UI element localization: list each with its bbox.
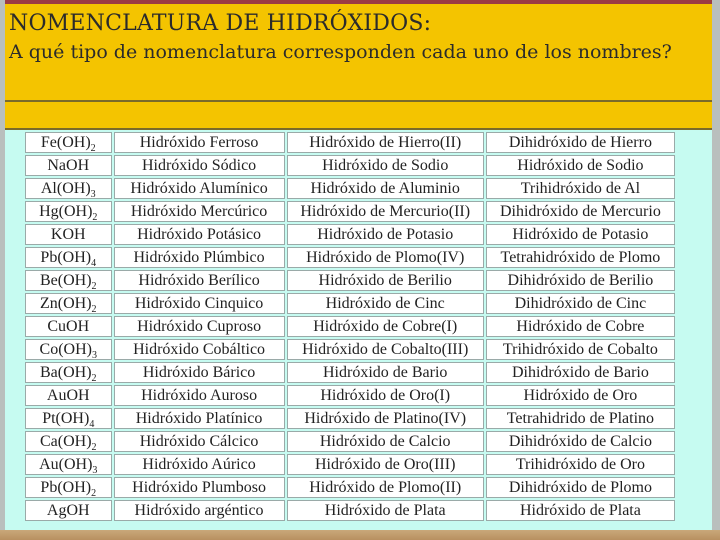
hydroxide-nomenclature-table [23,130,677,523]
table-body [25,132,675,521]
traditional-name-cell: Hidróxido Plúmbico [114,247,285,268]
formula-base: CuOH [47,317,90,335]
formula-subscript: 2 [91,280,97,291]
table-row [25,500,675,521]
frame-bottom-border [0,530,720,540]
traditional-name-cell: Hidróxido Auroso [114,385,285,406]
formula-base: Pt(OH) [42,409,90,427]
stock-name-cell: Hidróxido de Cinc [287,293,484,314]
traditional-name-cell: Hidróxido Alumínico [114,178,285,199]
stock-name-cell: Hidróxido de Hierro(II) [287,132,484,153]
page-subtitle: A qué tipo de nomenclatura corresponden cada uno de los nombres? [9,41,672,63]
table-row [25,454,675,475]
systematic-name-cell: Hidróxido de Potasio [486,224,675,245]
formula-subscript: 4 [91,257,97,268]
formula-cell [25,431,112,452]
table-row [25,477,675,498]
systematic-name-cell: Dihidróxido de Berilio [486,270,675,291]
formula-cell [25,178,112,199]
formula-base: Be(OH) [39,271,92,289]
formula-cell [25,201,112,222]
formula-subscript: 2 [90,142,96,153]
traditional-name-cell: Hidróxido Platínico [114,408,285,429]
slide-header [5,4,712,102]
systematic-name-cell: Trihidróxido de Oro [486,454,675,475]
formula-base: KOH [50,225,86,243]
formula-base: Ba(OH) [39,363,92,381]
stock-name-cell: Hidróxido de Plomo(IV) [287,247,484,268]
traditional-name-cell: Hidróxido Potásico [114,224,285,245]
formula-base: Pb(OH) [40,478,92,496]
formula-cell [25,224,112,245]
traditional-name-cell: Hidróxido Cobáltico [114,339,285,360]
formula-cell [25,339,112,360]
formula-base: Al(OH) [40,179,91,197]
formula-cell [25,155,112,176]
formula-cell [25,247,112,268]
formula-base: NaOH [47,156,90,174]
table-row [25,247,675,268]
traditional-name-cell: Hidróxido Ferroso [114,132,285,153]
formula-subscript: 4 [89,418,95,429]
table-row [25,408,675,429]
table-row [25,132,675,153]
stock-name-cell: Hidróxido de Aluminio [287,178,484,199]
table-row [25,293,675,314]
traditional-name-cell: Hidróxido Plumboso [114,477,285,498]
formula-cell [25,270,112,291]
stock-name-cell: Hidróxido de Oro(III) [287,454,484,475]
stock-name-cell: Hidróxido de Berilio [287,270,484,291]
frame-right-border [712,0,720,540]
table-row [25,178,675,199]
systematic-name-cell: Dihidróxido de Mercurio [486,201,675,222]
systematic-name-cell: Hidróxido de Oro [486,385,675,406]
formula-base: Co(OH) [39,340,92,358]
systematic-name-cell: Hidróxido de Sodio [486,155,675,176]
stock-name-cell: Hidróxido de Sodio [287,155,484,176]
stock-name-cell: Hidróxido de Oro(I) [287,385,484,406]
formula-cell [25,362,112,383]
table-row [25,270,675,291]
header-band [5,102,712,130]
formula-subscript: 3 [90,188,96,199]
table-row [25,431,675,452]
systematic-name-cell: Dihidróxido de Cinc [486,293,675,314]
systematic-name-cell: Dihidróxido de Bario [486,362,675,383]
stock-name-cell: Hidróxido de Calcio [287,431,484,452]
systematic-name-cell: Dihidróxido de Calcio [486,431,675,452]
stock-name-cell: Hidróxido de Cobalto(III) [287,339,484,360]
stock-name-cell: Hidróxido de Plomo(II) [287,477,484,498]
table-row [25,224,675,245]
traditional-name-cell: Hidróxido Cálcico [114,431,285,452]
table-row [25,362,675,383]
stock-name-cell: Hidróxido de Mercurio(II) [287,201,484,222]
stock-name-cell: Hidróxido de Plata [287,500,484,521]
traditional-name-cell: Hidróxido Bárico [114,362,285,383]
stock-name-cell: Hidróxido de Platino(IV) [287,408,484,429]
systematic-name-cell: Hidróxido de Plata [486,500,675,521]
traditional-name-cell: Hidróxido Cinquico [114,293,285,314]
formula-subscript: 2 [91,487,97,498]
table-row [25,155,675,176]
formula-base: Pb(OH) [40,248,92,266]
table-row [25,201,675,222]
formula-base: Fe(OH) [40,133,91,151]
table-row [25,316,675,337]
traditional-name-cell: Hidróxido Sódico [114,155,285,176]
systematic-name-cell: Dihidróxido de Hierro [486,132,675,153]
formula-cell [25,477,112,498]
stock-name-cell: Hidróxido de Bario [287,362,484,383]
formula-base: AuOH [46,386,90,404]
systematic-name-cell: Trihidróxido de Cobalto [486,339,675,360]
formula-cell [25,316,112,337]
formula-subscript: 3 [92,464,98,475]
systematic-name-cell: Trihidróxido de Al [486,178,675,199]
systematic-name-cell: Tetrahidróxido de Plomo [486,247,675,268]
table-row [25,385,675,406]
formula-base: Ca(OH) [39,432,92,450]
formula-cell [25,132,112,153]
traditional-name-cell: Hidróxido Berílico [114,270,285,291]
formula-cell [25,454,112,475]
table-row [25,339,675,360]
stock-name-cell: Hidróxido de Cobre(I) [287,316,484,337]
formula-subscript: 2 [91,303,97,314]
formula-base: AgOH [46,501,90,519]
stock-name-cell: Hidróxido de Potasio [287,224,484,245]
traditional-name-cell: Hidróxido argéntico [114,500,285,521]
hydroxide-table-container [23,130,677,523]
systematic-name-cell: Hidróxido de Cobre [486,316,675,337]
traditional-name-cell: Hidróxido Cuproso [114,316,285,337]
traditional-name-cell: Hidróxido Mercúrico [114,201,285,222]
traditional-name-cell: Hidróxido Aúrico [114,454,285,475]
formula-subscript: 2 [91,441,97,452]
formula-cell [25,385,112,406]
formula-cell [25,500,112,521]
systematic-name-cell: Dihidróxido de Plomo [486,477,675,498]
formula-base: Hg(OH) [39,202,93,220]
formula-subscript: 2 [91,372,97,383]
systematic-name-cell: Tetrahidrido de Platino [486,408,675,429]
formula-cell [25,293,112,314]
formula-cell [25,408,112,429]
page-title: NOMENCLATURA DE HIDRÓXIDOS: [9,11,432,36]
formula-subscript: 3 [91,349,97,360]
formula-base: Zn(OH) [39,294,92,312]
formula-subscript: 2 [92,211,98,222]
formula-base: Au(OH) [39,455,93,473]
